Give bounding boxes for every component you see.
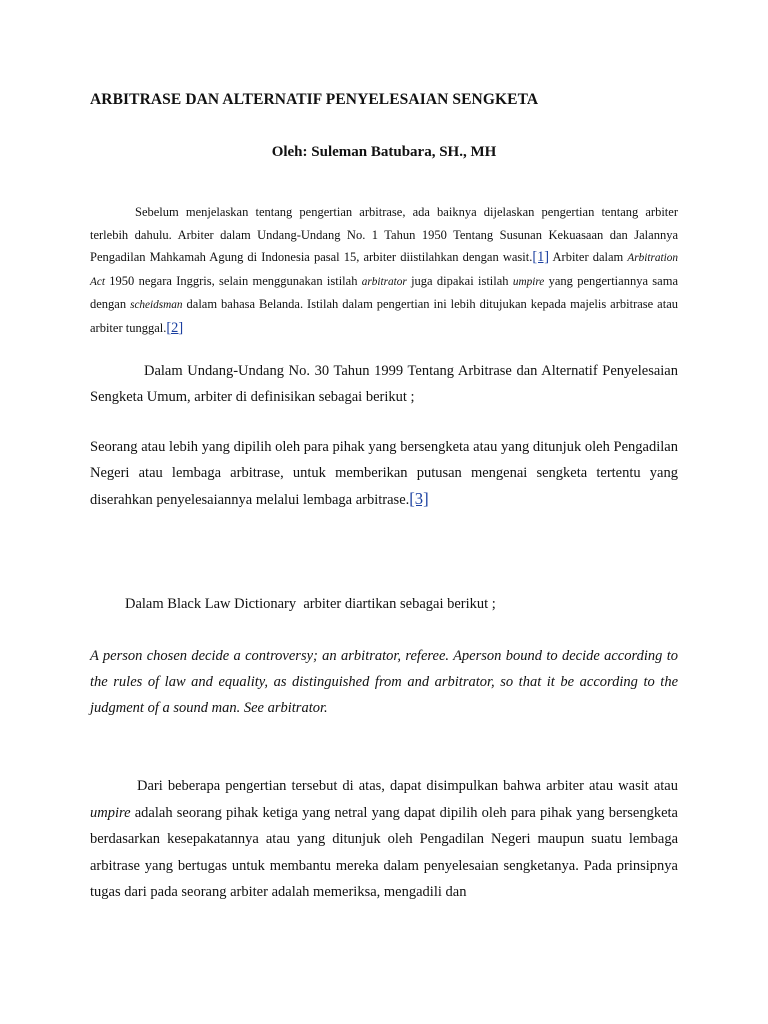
footnote-link-2[interactable]: [2]: [166, 319, 184, 336]
paragraph-definition-quote: [90, 434, 678, 513]
italic-term-arbitrator: arbitrator: [361, 275, 407, 288]
text-segment: Arbiter dalam: [549, 250, 628, 264]
paragraph-black-law-intro: Dalam Black Law Dictionary arbiter diartikan sebagai berikut ;: [125, 596, 496, 612]
italic-term-arbitration-act: Arbitration Act: [90, 252, 678, 288]
paragraph-conclusion: [90, 773, 678, 906]
text-segment: Sebelum menjelaskan tentang pengertian arbitrase, ada baiknya dijelaskan pengertian tentang arbiter terlebih dahulu. Arbiter dalam Undang-Undang No. 1 Tahun 1950 Tentang Susunan Kekuasaan dan Jalannya Pengadilan Mahkamah Agung di Indonesia pasal 15, arbiter diistilahkan dengan wasit.: [90, 205, 678, 264]
paragraph-arbiter-intro: [90, 201, 678, 339]
paragraph-black-law-quote: A person chosen decide a controversy; an arbitrator, referee. Aperson bound to decide according to the rules of law and equality, as distinguished from and arbitrator, so that it be according to the judgment of a sound man. See arbitrator.: [90, 648, 678, 716]
italic-term-umpire: umpire: [90, 804, 131, 821]
text-segment: adalah seorang pihak ketiga yang netral yang dapat dipilih oleh para pihak yang bersengketa berdasarkan kesepakatannya atau yang ditunjuk oleh Pengadilan Negeri maupun suatu lembaga arbitrase yang bertugas untuk membantu mereka dalam penyelesaian sengketanya. Pada prinsipnya tugas dari pada seorang arbiter adalah memeriksa, mengadili dan: [90, 804, 678, 900]
text-segment: juga dipakai istilah: [406, 273, 513, 288]
text-segment: Dari beberapa pengertian tersebut di atas, dapat disimpulkan bahwa arbiter atau wasit atau: [137, 778, 678, 794]
text-segment: Seorang atau lebih yang dipilih oleh para pihak yang bersengketa atau yang ditunjuk oleh Pengadilan Negeri atau lembaga arbitrase, untuk memberikan putusan mengenai sengketa tertentu yang diserahkan penyelesaiannya melalui lembaga arbitrase.: [90, 439, 678, 508]
footnote-link-3[interactable]: [3]: [409, 489, 429, 508]
text-segment: dalam bahasa Belanda. Istilah dalam pengertian ini lebih ditujukan kepada majelis arbitrase atau arbiter tunggal.: [90, 297, 678, 335]
text-segment: 1950 negara Inggris, selain menggunakan istilah: [105, 273, 362, 288]
italic-term-scheidsman: scheidsman: [130, 299, 183, 311]
document-title: ARBITRASE DAN ALTERNATIF PENYELESAIAN SENGKETA: [90, 91, 539, 108]
footnote-link-1[interactable]: [1]: [532, 249, 550, 265]
document-author: Oleh: Suleman Batubara, SH., MH: [271, 144, 497, 160]
italic-term-umpire: umpire: [512, 275, 545, 288]
text-segment: yang pengertiannya sama dengan: [90, 273, 678, 311]
paragraph-uu-definition: Dalam Undang-Undang No. 30 Tahun 1999 Tentang Arbitrase dan Alternatif Penyelesaian Sengketa Umum, arbiter di definisikan sebagai berikut ;: [90, 363, 678, 405]
